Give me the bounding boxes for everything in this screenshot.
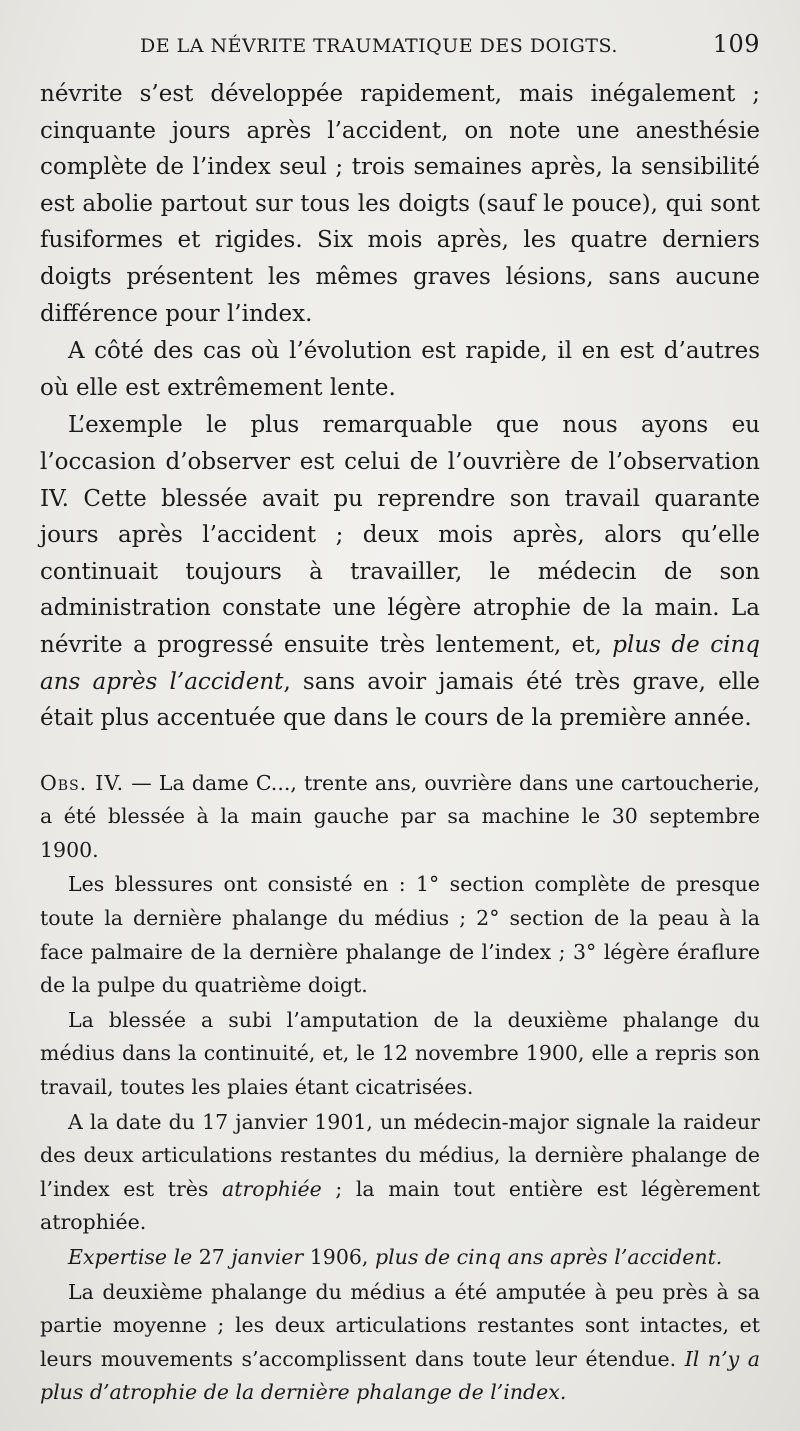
observation-injuries: Les blessures ont consisté en : 1° section complète de presque toute la dernière phalange du médius ; 2° section de la peau à la face palmaire de la dernière phalange de l’index ; 3° légère éraflure de la pulpe du quatrième doigt. [40,872,760,998]
running-title: DE LA NÉVRITE TRAUMATIQUE DES DOIGTS. [140,35,618,57]
observation-january-1901: A la date du 17 janvier 1901, un médecin-major signale la raideur des deux articulations restantes du médius, la dernière phalange de l’index est très atrophiée ; la main tout entière est légèrement atrophiée. [40,1109,760,1235]
observation-expertise-findings: La deuxième phalange du médius a été amputée à peu près à sa partie moyenne ; les deux articulations restantes sont intactes, et leurs mouvements s’accomplissent dans toute leur étendue. Il n’y a plus d’atrophie de la dernière phalange de l’index. [40,1279,760,1405]
observation-label: Obs. IV. [40,770,125,795]
emphasis-five-years: plus de cinq ans après l’accident [40,631,760,695]
observation-amputation: La blessée a subi l’amputation de la deuxième phalange du médius dans la continuité, et, le 12 novembre 1900, elle a repris son travail, toutes les plaies étant cicatrisées. [40,1007,760,1100]
observation-expertise-heading: Expertise le 27 janvier 1906, plus de cinq ans après l’accident. [68,1245,723,1269]
paragraph-slow-evolution: A côté des cas où l’évolution est rapide, il en est d’autres où elle est extrêmement lente. [40,338,760,401]
page-number: 109 [712,30,760,58]
main-text [40,76,760,737]
observation-heading: Obs. IV. — La dame C..., trente ans, ouvrière dans une cartoucherie, a été blessée à la main gauche par sa machine le 30 septembre 1900. [40,770,760,862]
observation-block [40,767,760,1410]
paragraph-example: L’exemple le plus remarquable que nous ayons eu l’occasion d’observer est celui de l’ouvrière de l’observation IV. Cette blessée avait pu reprendre son travail quarante jours après l’accident ; deux mois après, alors qu’elle continuait toujours à travailler, le médecin de son administration constate une légère atrophie de la main. La névrite a progressé ensuite très lentement, et, plus de cinq ans après l’accident, sans avoir jamais été très grave, elle était plus accentuée que dans le cours de la première année. [40,412,760,732]
paragraph-continuation: névrite s’est développée rapidement, mais inégalement ; cinquante jours après l’accident, on note une anesthésie complète de l’index seul ; trois semaines après, la sensibilité est abolie partout sur tous les doigts (sauf le pouce), qui sont fusiformes et rigides. Six mois après, les quatre derniers doigts présentent les mêmes graves lésions, sans aucune différence pour l’index. [40,81,760,327]
running-header [40,30,760,76]
